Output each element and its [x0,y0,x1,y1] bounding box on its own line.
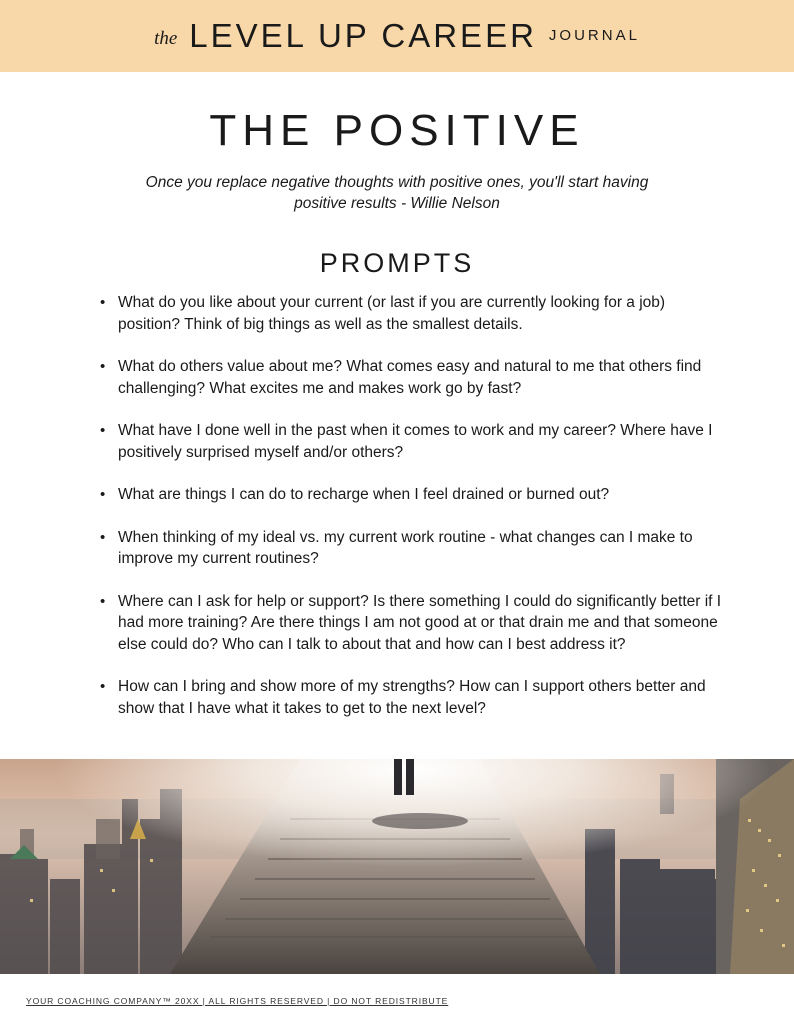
bullet-icon: • [100,678,106,695]
prompt-item [100,356,722,399]
prompt-item [100,527,722,570]
prompt-item [100,676,722,719]
bullet-icon: • [100,528,106,546]
prompt-text: What have I done well in the past when it comes to work and my career? Where have I positively surprised myself and/or others? [118,422,713,461]
prompts-heading: PROMPTS [319,248,475,278]
prompt-text: How can I bring and show more of my strengths? How can I support others better and show that I have what it takes to get to the next level? [118,678,706,717]
page-title: THE POSITIVE [209,106,585,155]
header-prefix: the [154,28,178,49]
header-brand: LEVEL UP CAREER [189,17,537,54]
prompt-text: What are things I can do to recharge when I feel drained or burned out? [118,486,610,503]
prompt-text: What do others value about me? What comes easy and natural to me that others find challenging? What excites me and makes work go by fast? [118,358,702,397]
bullet-icon: • [100,422,106,439]
bullet-icon: • [100,294,106,311]
quote: Once you replace negative thoughts with positive ones, you'll start having positive results - Willie Nelson [145,174,649,212]
prompt-item [100,591,722,656]
bullet-icon: • [100,486,106,503]
prompt-text: What do you like about your current (or last if you are currently looking for a job) position? Think of big things as well as the smallest details. [118,294,666,333]
prompt-text: When thinking of my ideal vs. my current work routine - what changes can I make to improve my current routines? [118,528,693,567]
bullet-icon: • [100,358,106,375]
header-suffix: JOURNAL [548,26,640,44]
journal-header [0,0,794,72]
prompt-text: Where can I ask for help or support? Is there something I could do significantly better if I had more training? Are there things I am not good at or that drain me and that someone else could do? Who can I talk to about that and how can I best address it? [118,592,722,653]
prompt-item [100,292,722,335]
bullet-icon: • [100,592,106,610]
prompt-list [100,292,722,740]
city-staircase-photo [0,759,794,974]
footer-copyright: YOUR COACHING COMPANY™ 20XX | ALL RIGHTS RESERVED | DO NOT REDISTRIBUTE [26,996,449,1006]
prompt-item [100,420,722,463]
prompt-item [100,484,722,506]
